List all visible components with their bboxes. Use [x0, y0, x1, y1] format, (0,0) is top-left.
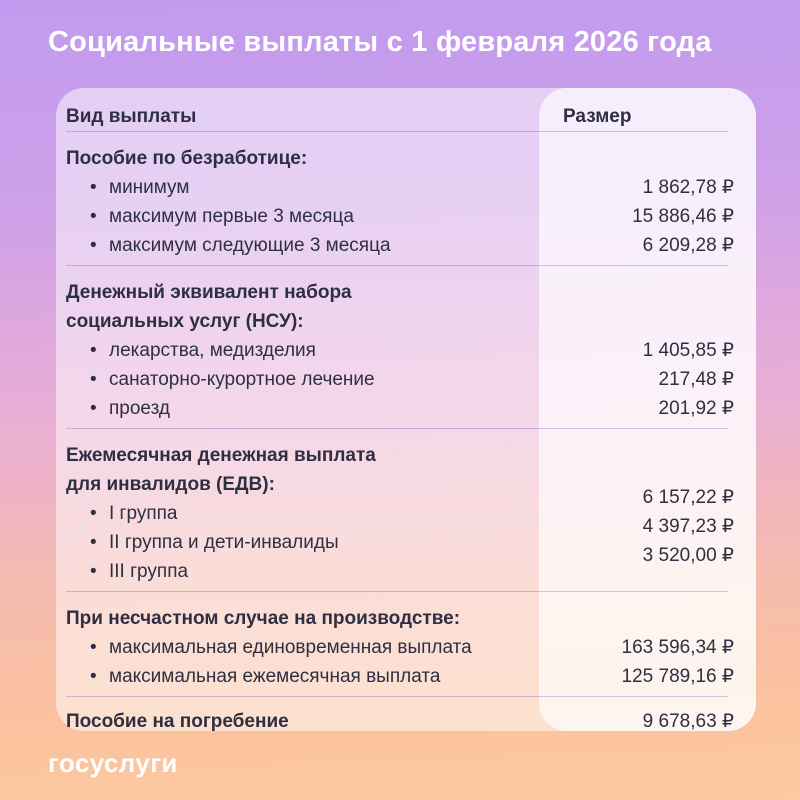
- payment-type-label: • III группа: [90, 557, 539, 586]
- payment-amount: 1 862,78 ₽: [642, 177, 734, 198]
- payment-type-label: • лекарства, медизделия: [90, 336, 539, 365]
- table-row-funeral-benefit: [66, 697, 756, 736]
- payments-table: [56, 88, 756, 731]
- section-header: Пособие по безработице:: [66, 148, 308, 169]
- gosuslugi-logo: госуслуги: [48, 748, 178, 778]
- table-section-monthly-disability-payment: [66, 429, 756, 591]
- table-row: [66, 394, 756, 423]
- section-header: для инвалидов (ЕДВ):: [66, 474, 275, 495]
- payment-type-label: Пособие на погребение: [66, 711, 289, 732]
- payment-amount: 163 596,34 ₽: [621, 637, 734, 658]
- table-row: [66, 557, 539, 586]
- payment-amount: 217,48 ₽: [658, 369, 734, 390]
- payment-amount: 201,92 ₽: [658, 398, 734, 419]
- section-header: При несчастном случае на производстве:: [66, 608, 461, 629]
- section-header: социальных услуг (НСУ):: [66, 311, 304, 332]
- section-header: Денежный эквивалент набора: [66, 282, 352, 303]
- payment-type-label: • максимум первые 3 месяца: [90, 202, 539, 231]
- table-row: [66, 365, 756, 394]
- payment-type-label: • санаторно-курортное лечение: [90, 365, 539, 394]
- payment-amount: 4 397,23 ₽: [642, 516, 734, 537]
- table-header-row: [66, 88, 756, 131]
- table-row: [66, 336, 756, 365]
- section-amounts: [539, 441, 756, 586]
- payment-type-label: • максимальная единовременная выплата: [90, 633, 539, 662]
- payment-amount: 1 405,85 ₽: [642, 340, 734, 361]
- payment-amount: 9 678,63 ₽: [642, 711, 734, 732]
- payment-type-label: • I группа: [90, 499, 539, 528]
- column-header-amount: Размер: [563, 106, 632, 127]
- table-body: [66, 131, 756, 736]
- payment-type-label: • минимум: [90, 173, 539, 202]
- page-title: Социальные выплаты с 1 февраля 2026 года: [48, 26, 712, 58]
- table-row: [66, 528, 539, 557]
- table-section-unemployment-benefit: [66, 132, 756, 265]
- payment-type-label: • проезд: [90, 394, 539, 423]
- payment-amount: 15 886,46 ₽: [632, 206, 734, 227]
- payment-amount: 6 157,22 ₽: [642, 487, 734, 508]
- payment-type-label: • максимальная ежемесячная выплата: [90, 662, 539, 691]
- table-section-workplace-accident: [66, 592, 756, 696]
- table-row: [66, 662, 756, 691]
- table-row: [66, 633, 756, 662]
- payment-type-label: • II группа и дети-инвалиды: [90, 528, 539, 557]
- payment-amount: 6 209,28 ₽: [642, 235, 734, 256]
- table-row: [66, 499, 539, 528]
- payment-amount: 3 520,00 ₽: [642, 545, 734, 566]
- payment-amount: 125 789,16 ₽: [621, 666, 734, 687]
- table-row: [66, 202, 756, 231]
- column-header-payment-type: Вид выплаты: [66, 106, 197, 127]
- payment-type-label: • максимум следующие 3 месяца: [90, 231, 539, 260]
- table-section-social-services-set: [66, 266, 756, 428]
- section-header: Ежемесячная денежная выплата: [66, 445, 376, 466]
- table-row: [66, 173, 756, 202]
- table-row: [66, 231, 756, 260]
- payments-table-card: [56, 88, 756, 731]
- section-labels: [66, 441, 539, 586]
